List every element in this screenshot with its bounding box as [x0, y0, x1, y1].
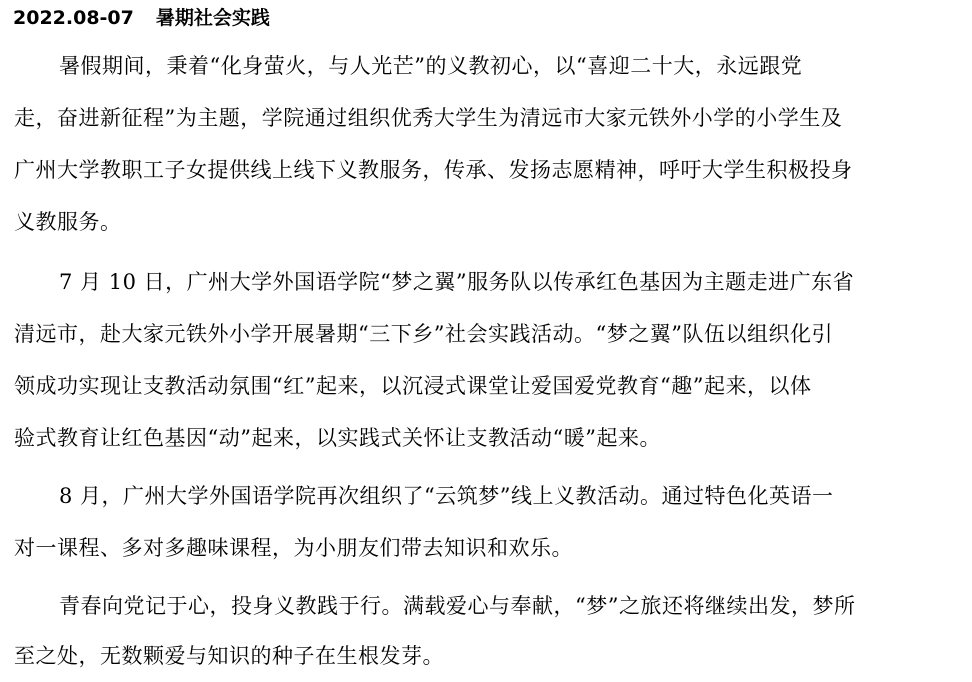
text-line: 青春向党记于心，投身义教践于行。满载爱心与奉献，“梦”之旅还将继续出发，梦所 [59, 594, 856, 618]
heading-date: 2022.08-07 [13, 7, 134, 29]
page-heading [13, 4, 270, 32]
heading-title: 暑期社会实践 [155, 7, 270, 29]
text-line: 领成功实现让支教活动氛围“红”起来，以沉浸式课堂让爱国爱党教育“趣”起来，以体 [14, 374, 812, 398]
text-line: 暑假期间，秉着“化身萤火，与人光芒”的义教初心，以“喜迎二十大，永远跟党 [59, 54, 803, 78]
text-line: 走，奋进新征程”为主题，学院通过组织优秀大学生为清远市大家元铁外小学的小学生及 [14, 106, 843, 130]
text-line: 广州大学教职工子女提供线上线下义教服务，传承、发扬志愿精神，呼吁大学生积极投身 [14, 158, 853, 182]
text-line: 至之处，无数颗爱与知识的种子在生根发芽。 [14, 644, 444, 668]
text-line: 8 月，广州大学外国语学院再次组织了“云筑梦”线上义教活动。通过特色化英语一 [59, 484, 834, 508]
text-line: 对一课程、多对多趣味课程，为小朋友们带去知识和欢乐。 [14, 536, 573, 560]
text-line: 义教服务。 [14, 210, 122, 234]
text-line: 验式教育让红色基因“动”起来，以实践式关怀让支教活动“暖”起来。 [14, 426, 661, 450]
text-line: 清远市，赴大家元铁外小学开展暑期“三下乡”社会实践活动。“梦之翼”队伍以组织化引 [14, 322, 833, 346]
text-line: 7 月 10 日，广州大学外国语学院“梦之翼”服务队以传承红色基因为主题走进广东省 [59, 270, 855, 294]
